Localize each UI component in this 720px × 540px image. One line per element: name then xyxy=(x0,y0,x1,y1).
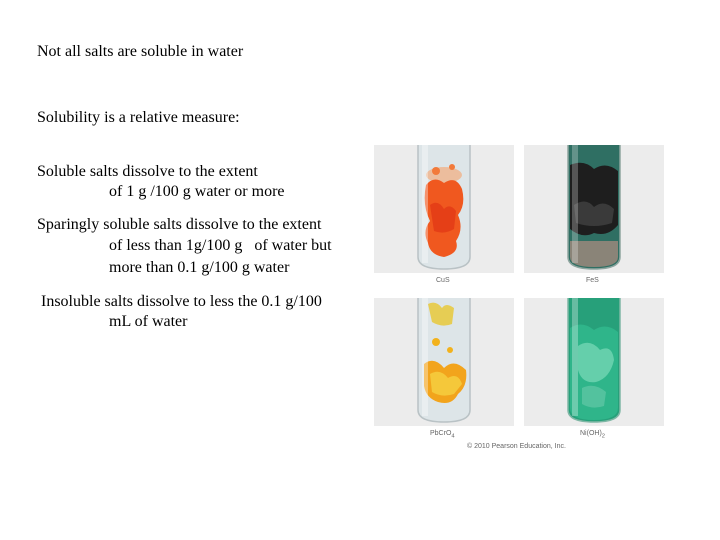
photo-tube-cus xyxy=(374,145,514,273)
photo-tube-fes xyxy=(524,145,664,273)
caption-pbcro4 xyxy=(430,430,455,439)
caption-cus: CuS xyxy=(436,277,450,284)
insoluble-definition-line2: mL of water xyxy=(109,313,188,330)
soluble-definition-line2: of 1 g /100 g water or more xyxy=(109,183,285,200)
test-tube-photo-panel xyxy=(374,145,664,455)
photo-tube-nioh2 xyxy=(524,298,664,426)
sparingly-definition-line2: of less than 1g/100 g of water but xyxy=(109,237,332,254)
caption-pbcro4-formula: PbCrO xyxy=(430,430,452,437)
caption-fes: FeS xyxy=(586,277,599,284)
soluble-definition-line1: Soluble salts dissolve to the extent xyxy=(37,163,258,180)
insoluble-definition-line1: Insoluble salts dissolve to less the 0.1 g/100 xyxy=(37,293,322,310)
statement-not-all-soluble: Not all salts are soluble in water xyxy=(37,43,244,60)
photo-tube-pbcro4 xyxy=(374,298,514,426)
caption-nioh2 xyxy=(580,430,605,439)
caption-nioh2-formula: Ni(OH) xyxy=(580,430,602,437)
caption-pbcro4-subscript: 4 xyxy=(451,433,455,440)
sparingly-definition-line1: Sparingly soluble salts dissolve to the extent xyxy=(37,216,322,233)
copyright-notice: © 2010 Pearson Education, Inc. xyxy=(467,443,566,450)
sparingly-definition-line3: more than 0.1 g/100 g water xyxy=(109,259,290,276)
statement-relative-measure: Solubility is a relative measure: xyxy=(37,109,240,126)
caption-nioh2-subscript: 2 xyxy=(601,433,606,440)
